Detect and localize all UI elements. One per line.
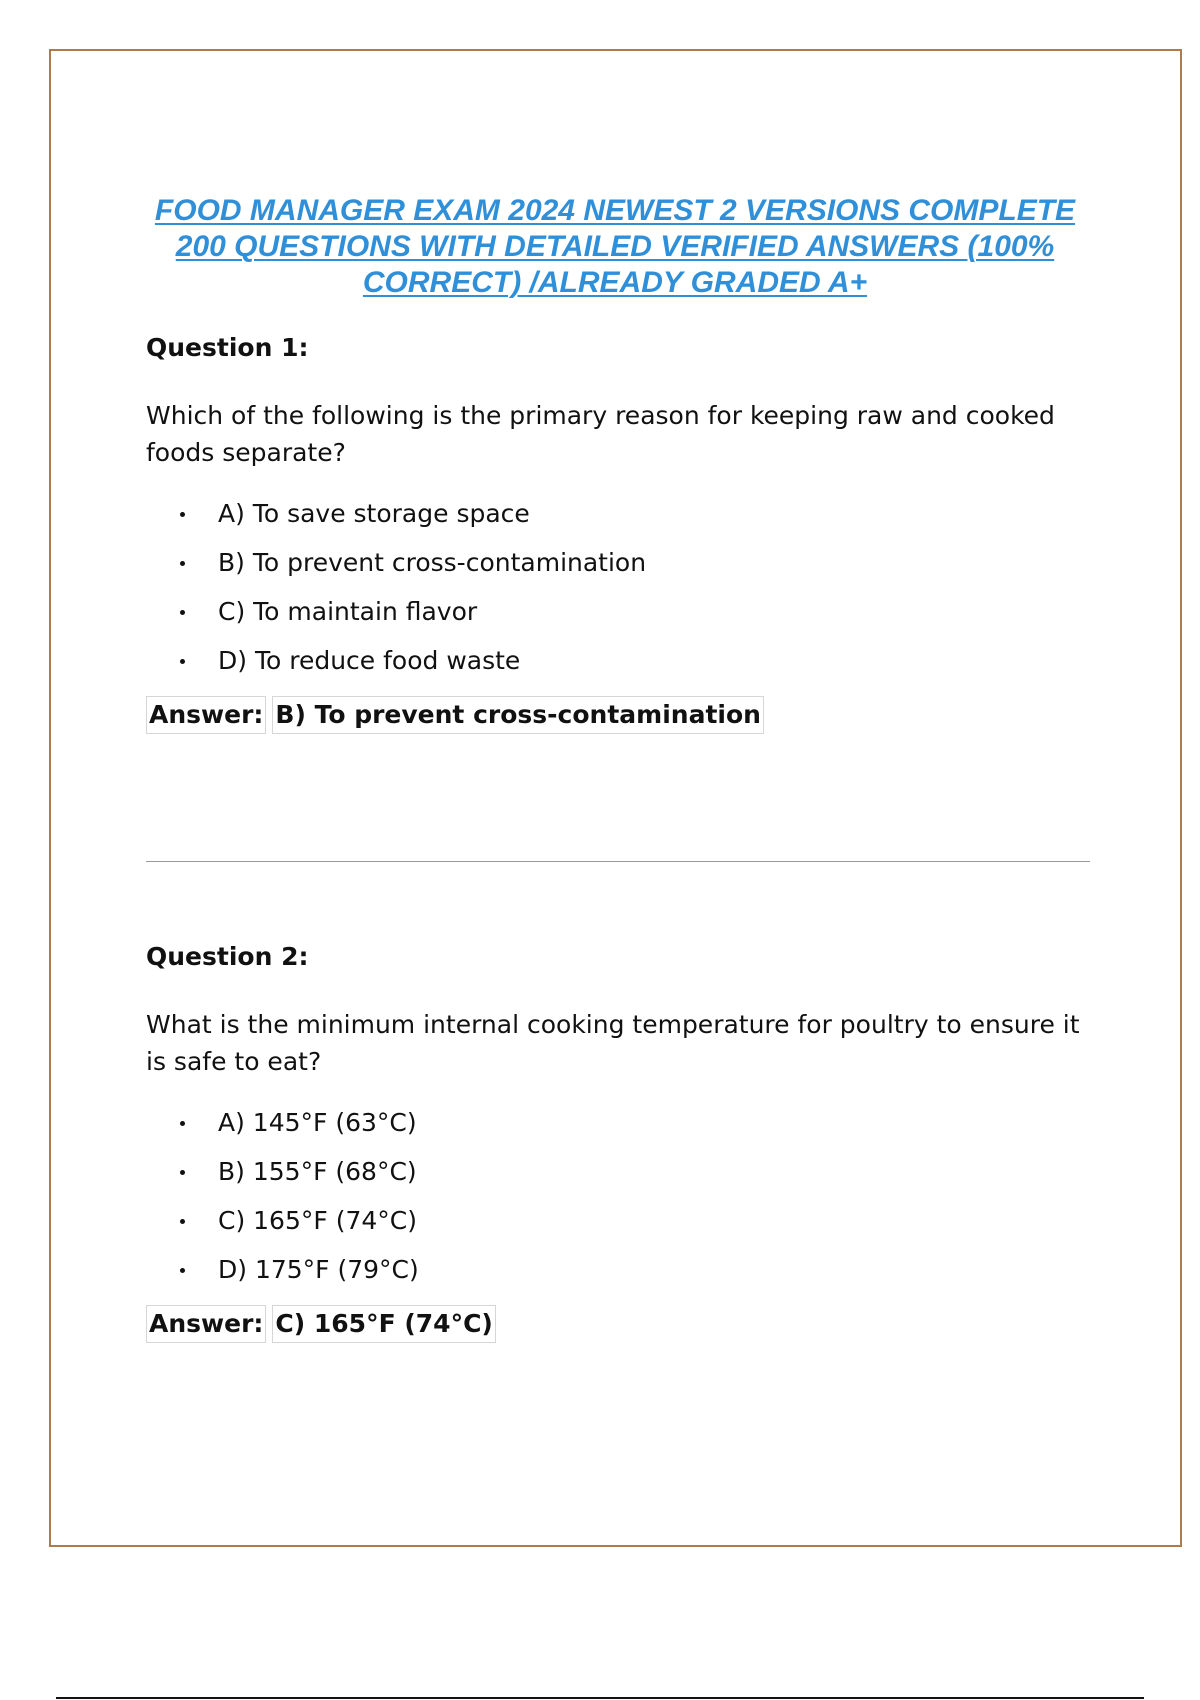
question-heading: Question 2: [146,942,309,971]
option-label: D) To reduce food waste [218,646,521,675]
option-d [146,646,1096,676]
bullet-icon [180,1268,185,1273]
option-a [146,1108,1096,1138]
option-label: C) To maintain flavor [218,597,478,626]
option-b [146,1157,1096,1187]
section-divider [146,861,1090,862]
option-label: A) 145°F (63°C) [218,1108,417,1137]
answer-value: B) To prevent cross-contamination [272,696,764,734]
option-label: D) 175°F (79°C) [218,1255,419,1284]
bullet-icon [180,1219,185,1224]
answer-options [146,1108,1096,1285]
bullet-icon [180,610,185,615]
option-label: B) To prevent cross-contamination [218,548,647,577]
option-c [146,1206,1096,1236]
option-label: C) 165°F (74°C) [218,1206,417,1235]
question-1 [146,333,1096,734]
bullet-icon [180,561,185,566]
answer-label: Answer: [146,696,266,734]
bullet-icon [180,1121,185,1126]
option-a [146,499,1096,529]
answer-row [146,1305,1096,1343]
answer-options [146,499,1096,676]
question-2 [146,942,1096,1343]
option-c [146,597,1096,627]
bullet-icon [180,659,185,664]
option-label: A) To save storage space [218,499,530,528]
option-d [146,1255,1096,1285]
option-label: B) 155°F (68°C) [218,1157,417,1186]
bullet-icon [180,1170,185,1175]
answer-label: Answer: [146,1305,266,1343]
question-text: What is the minimum internal cooking temperature for poultry to ensure it is safe to eat? [146,1010,1080,1076]
question-text: Which of the following is the primary reason for keeping raw and cooked foods separate? [146,401,1055,467]
footer-rule [56,1697,1144,1699]
bullet-icon [180,512,185,517]
answer-row [146,696,1096,734]
answer-value: C) 165°F (74°C) [272,1305,495,1343]
document-title: FOOD MANAGER EXAM 2024 NEWEST 2 VERSIONS COMPLETE 200 QUESTIONS WITH DETAILED VERIFIED ANSWERS (100% CORRECT) /ALREADY GRADED A+ [154,194,1076,299]
option-b [146,548,1096,578]
question-heading: Question 1: [146,333,309,362]
